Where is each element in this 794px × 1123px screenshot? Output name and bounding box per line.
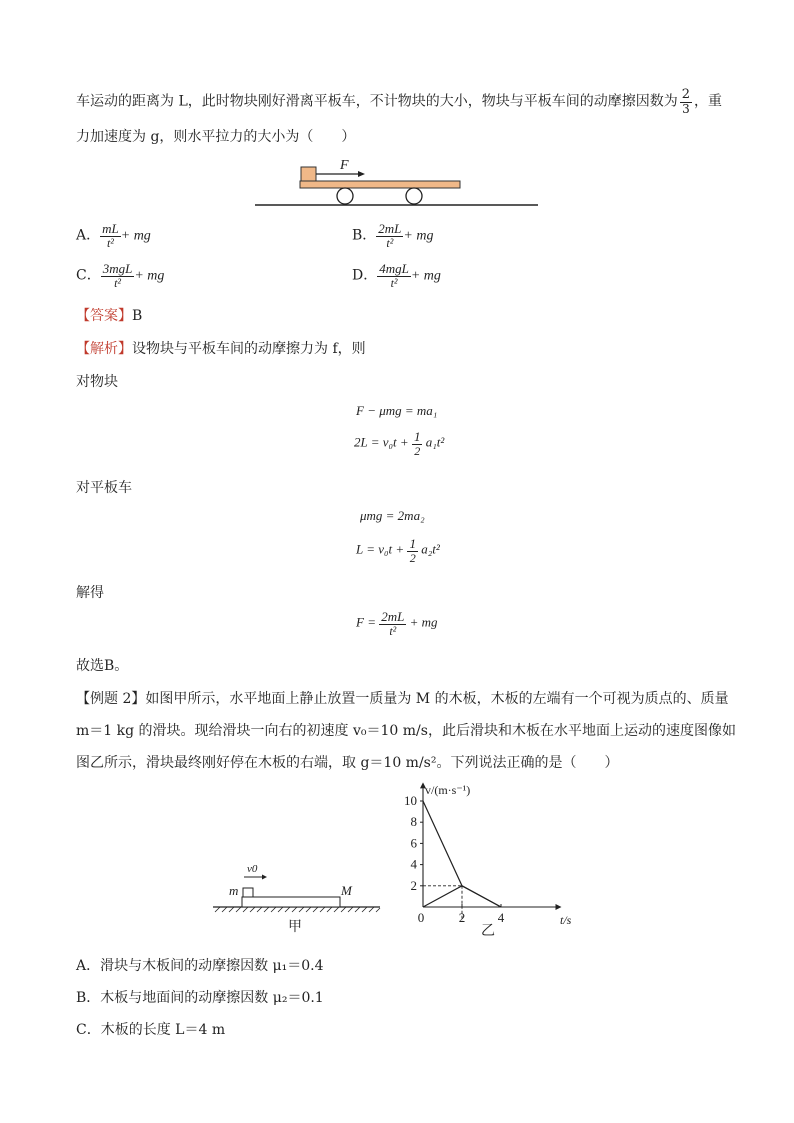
option-b-tail: + mg <box>403 228 434 244</box>
option-a-tail: + mg <box>120 228 151 244</box>
option-a-den: t² <box>106 235 114 250</box>
jia-ground-hatch <box>215 907 380 912</box>
q2-line1-text: 如图甲所示，水平地面上静止放置一质量为 M 的木板，木板的左端有一个可视为质点的、质量 <box>145 691 729 707</box>
q2-option-a[interactable]: A．滑块与木板间的动摩擦因数 μ₁＝0.4 <box>76 958 324 974</box>
yi-caption: 乙 <box>481 923 495 938</box>
option-a[interactable] <box>76 222 151 249</box>
equation-2 <box>354 430 444 457</box>
jia-v0-arrow-head <box>262 875 267 880</box>
chart-xlabel: t/s <box>560 913 572 927</box>
option-d-den: t² <box>390 275 398 290</box>
solve-label: 解得 <box>76 585 104 601</box>
q1-stem-line2: 力加速度为 g，则水平拉力的大小为（ ） <box>76 129 356 145</box>
y-tick-label-10: 10 <box>404 793 417 808</box>
jia-slider <box>243 888 253 897</box>
jia-board <box>242 897 340 907</box>
equation-4 <box>356 537 440 564</box>
option-a-label: A． <box>76 227 101 244</box>
eq2-fraction <box>412 430 423 457</box>
option-d-label: D． <box>352 267 378 284</box>
analysis-line <box>76 338 366 358</box>
for-cart-label: 对平板车 <box>76 480 132 496</box>
answer-tag: 【答案】 <box>76 308 132 324</box>
eq4-den: 2 <box>409 550 416 565</box>
eq2-right: a₁t² <box>425 434 445 450</box>
q2-tag: 【例题 2】 <box>76 691 146 707</box>
force-arrow-head <box>358 171 365 177</box>
eq5-fraction <box>379 610 406 637</box>
x-tick-label-2: 2 <box>458 910 466 925</box>
cart-wheel-left <box>337 188 353 204</box>
eq4-fraction <box>407 537 418 564</box>
chart-ticks <box>404 793 505 925</box>
eq5-num: 2mL <box>381 609 405 624</box>
option-c-den: t² <box>114 275 121 290</box>
option-d-fraction <box>377 262 411 289</box>
q1-stem-line1-text: 车运动的距离为 L，此时物块刚好滑离平板车，不计物块的大小，物块与平板车间的动摩擦因数为 <box>76 93 678 110</box>
y-tick-label-6: 6 <box>410 835 417 851</box>
q2-line3: 图乙所示，滑块最终刚好停在木板的右端，取 g＝10 m/s²。下列说法正确的是（ ） <box>76 755 619 771</box>
jia-label-v0: v0 <box>247 863 258 875</box>
eq2-left: 2L = v₀t + <box>354 434 409 450</box>
y-tick-label-8: 8 <box>410 814 417 830</box>
answer-line <box>76 305 142 325</box>
q2-option-c[interactable]: C．木板的长度 L＝4 m <box>76 1022 226 1038</box>
mu-den: 3 <box>682 101 690 116</box>
option-b-num: 2mL <box>378 221 402 236</box>
figure-jia <box>210 855 385 937</box>
eq4-num: 1 <box>409 536 416 551</box>
equation-1: F − μmg = ma₁ <box>356 403 438 418</box>
option-a-num: mL <box>102 221 119 236</box>
x-tick-label-4: 4 <box>497 910 505 925</box>
option-a-fraction <box>100 222 121 249</box>
option-d-num: 4mgL <box>379 261 409 276</box>
option-d[interactable] <box>352 262 441 289</box>
q2-option-b[interactable]: B．木板与地面间的动摩擦因数 μ₂＝0.1 <box>76 990 324 1006</box>
option-d-tail: + mg <box>410 268 441 284</box>
block <box>301 167 316 181</box>
eq5-den: t² <box>389 623 397 638</box>
chart-ylabel: v/(m·s⁻¹) <box>425 783 471 797</box>
equation-3: μmg = 2ma₂ <box>360 508 425 523</box>
option-c[interactable] <box>76 262 164 289</box>
analysis-text: 设物块与平板车间的动摩擦力为 f，则 <box>132 341 366 357</box>
jia-label-M: M <box>341 883 352 898</box>
option-b-fraction <box>376 222 403 249</box>
eq2-num: 1 <box>413 429 421 444</box>
x-axis-arrow <box>556 904 562 910</box>
cart-board <box>300 181 460 188</box>
eq4-left: L = v₀t + <box>356 541 405 557</box>
chart-axes <box>420 782 562 910</box>
option-b-label: B． <box>352 227 377 244</box>
answer-value: B <box>132 308 143 324</box>
cart-wheel-right <box>406 188 422 204</box>
force-label: F <box>340 158 349 173</box>
eq5-left: F = <box>356 614 376 630</box>
q1-stem-line1-end: ，重 <box>694 93 723 110</box>
y-tick-label-2: 2 <box>410 877 417 893</box>
y-tick-label-4: 4 <box>410 856 417 872</box>
option-c-tail: + mg <box>134 268 165 284</box>
for-block-label: 对物块 <box>76 374 118 390</box>
mu-num: 2 <box>681 87 691 102</box>
analysis-tag: 【解析】 <box>76 341 132 357</box>
eq4-right: a₂t² <box>421 541 440 557</box>
q2-line1 <box>76 688 729 708</box>
q2-line2: m＝1 kg 的滑块。现给滑块一向右的初速度 v₀＝10 m/s，此后滑块和木板在水平地面上运动的速度图像如 <box>76 723 736 739</box>
q1-stem-line1 <box>76 88 722 115</box>
option-c-fraction <box>101 262 135 289</box>
jia-label-m: m <box>229 883 239 898</box>
figure-yi-chart <box>392 778 592 938</box>
eq2-den: 2 <box>414 443 421 458</box>
conclusion: 故选B。 <box>76 658 129 674</box>
jia-caption: 甲 <box>288 919 302 935</box>
option-c-label: C． <box>76 267 101 284</box>
cart-figure <box>250 150 545 212</box>
eq5-right: + mg <box>409 614 438 630</box>
x-tick-label-0: 0 <box>417 910 425 925</box>
mu-fraction <box>680 88 692 115</box>
equation-5 <box>356 610 438 637</box>
option-b-den: t² <box>386 235 394 250</box>
option-b[interactable] <box>352 222 433 249</box>
option-c-num: 3mgL <box>102 261 133 276</box>
